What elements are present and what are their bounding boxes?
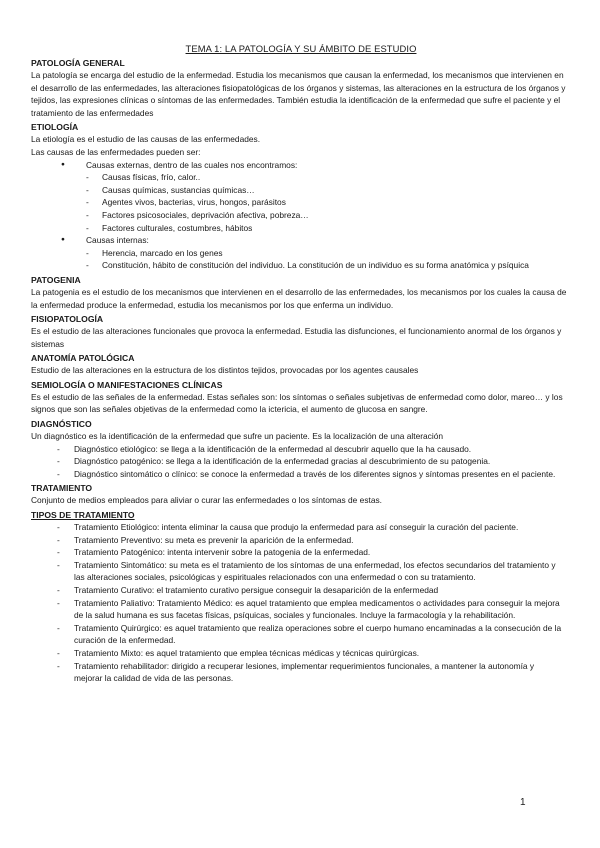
paragraph-etiologia-2: Las causas de las enfermedades pueden ser: [31, 146, 201, 157]
bullet-external-causes: ● Causas externas, dentro de las cuales nos encontramos: [31, 159, 571, 172]
list-item: - Factores psicosociales, deprivación afectiva, pobreza… [31, 209, 571, 222]
document-title: TEMA 1: LA PATOLOGÍA Y SU ÁMBITO DE ESTUDIO [185, 43, 417, 54]
list-item: - Tratamiento Mixto: es aquel tratamiento que emplea técnicas médicas y técnicas quirúrgicas. [31, 647, 571, 660]
heading-semiologia: SEMIOLOGÍA O MANIFESTACIONES CLÍNICAS [31, 379, 223, 390]
heading-tratamiento: TRATAMIENTO [31, 483, 93, 494]
paragraph-diagnostico: Un diagnóstico es la identificación de la enfermedad que sufre un paciente. Es la localización de una alteración [31, 431, 444, 442]
list-item: - Factores culturales, costumbres, hábitos [31, 222, 571, 235]
page-number: 1 [520, 797, 526, 808]
list-item: - Tratamiento Curativo: el tratamiento curativo persigue conseguir la desaparición de la enfermedad [31, 584, 571, 597]
treatment-types-list [31, 521, 571, 685]
list-item: - Constitución, hábito de constitución del individuo. La constitución de un individuo es su forma anatómica y psíquica [31, 259, 571, 272]
list-item: - Tratamiento Sintomático: su meta es el tratamiento de los síntomas de una enfermedad, los efectos secundarios del tratamiento y las alteraciones sociales, psicológicas y espirituales relacionados con una enfermedad o con su tratamiento. [31, 559, 571, 584]
list-item: - Causas químicas, sustancias químicas… [31, 184, 571, 197]
list-item: - Tratamiento Preventivo: su meta es prevenir la aparición de la enfermedad. [31, 534, 571, 547]
document-page [31, 42, 571, 685]
heading-anatomia-patologica: ANATOMÍA PATOLÓGICA [31, 353, 135, 364]
list-item: - Herencia, marcado en los genes [31, 247, 571, 260]
heading-etiologia: ETIOLOGÍA [31, 122, 79, 133]
heading-patologia-general: PATOLOGÍA GENERAL [31, 58, 125, 68]
bullet-internal-causes: ● Causas internas: [31, 234, 571, 247]
list-item: - Diagnóstico etiológico: se llega a la identificación de la enfermedad al descubrir aquello que la ha causado. [31, 443, 571, 456]
paragraph-patogenia: La patogenia es el estudio de los mecanismos que intervienen en el desarrollo de las enfermedades, los mecanismos por los cuales la causa de la enfermedad produce la enfermedad, estudia los mecanismos por los que enferma un individuo. [31, 286, 567, 310]
diagnosis-list [31, 443, 571, 481]
paragraph-fisiopatologia: Es el estudio de las alteraciones funcionales que provoca la enfermedad. Estudia las disfunciones, el funcionamiento anormal de los órganos y sistemas [31, 326, 562, 349]
list-item: - Agentes vivos, bacterias, virus, hongos, parásitos [31, 196, 571, 209]
paragraph-tratamiento: Conjunto de medios empleados para aliviar o curar las enfermedades o los síntomas de estas. [31, 495, 383, 506]
list-item: - Tratamiento Patogénico: intenta intervenir sobre la patogenia de la enfermedad. [31, 546, 571, 559]
heading-fisiopatologia: FISIOPATOLOGÍA [31, 314, 104, 325]
heading-patogenia: PATOGENIA [31, 274, 81, 285]
list-item: - Causas físicas, frío, calor.. [31, 171, 571, 184]
list-item: - Tratamiento Etiológico: intenta eliminar la causa que produjo la enfermedad para así conseguir la curación del paciente. [31, 521, 571, 534]
paragraph-etiologia-1: La etiología es el estudio de las causas de las enfermedades. [31, 134, 261, 145]
list-item: - Tratamiento Quirúrgico: es aquel tratamiento que realiza operaciones sobre el cuerpo humano encaminadas a la consecución de la curación de la enfermedad. [31, 622, 571, 647]
list-item: - Diagnóstico patogénico: se llega a la identificación de la enfermedad gracias al descubrimiento de su patogenia. [31, 455, 571, 468]
heading-tipos-tratamiento: TIPOS DE TRATAMIENTO [31, 510, 135, 521]
list-item: - Diagnóstico sintomático o clínico: se conoce la enfermedad a través de los diferentes signos y síntomas presentes en el paciente. [31, 468, 571, 481]
paragraph-anatomia-patologica: Estudio de las alteraciones en la estructura de los distintos tejidos, provocadas por los agentes causales [31, 365, 419, 376]
paragraph-patologia-general: La patología se encarga del estudio de la enfermedad. Estudia los mecanismos que causan la enfermedad, los mecanismos que intervienen en el desarrollo de las enfermedades, las alteraciones fisiopatológicas de los órganos y sistemas, las alteraciones en la estructura de los órganos y tejidos, las expresiones clínicas o síntomas de las enfermedades. También estudia la identificación de la enfermedad que sufre el paciente y el tratamiento de las enfermedades [31, 70, 566, 118]
causes-list [31, 159, 571, 272]
paragraph-semiologia: Es el estudio de las señales de la enfermedad. Estas señales son: los síntomas o señales subjetivas de enfermedad como dolor, mareo… y los signos que son las señales objetivas de la enfermedad como la ictericia, el aumento de glucosa en sangre. [31, 391, 563, 415]
heading-diagnostico: DIAGNÓSTICO [31, 419, 92, 430]
list-item: - Tratamiento rehabilitador: dirigido a recuperar lesiones, implementar requerimientos funcionales, a mantener la autonomía y mejorar la calidad de vida de las personas. [31, 660, 571, 685]
list-item: - Tratamiento Paliativo: Tratamiento Médico: es aquel tratamiento que emplea medicamentos o actividades para conseguir la mejora de la salud humana es sus facetas físicas, psíquicas, sociales y funcionales. Incluye la farmacología y la rehabilitación. [31, 597, 571, 622]
